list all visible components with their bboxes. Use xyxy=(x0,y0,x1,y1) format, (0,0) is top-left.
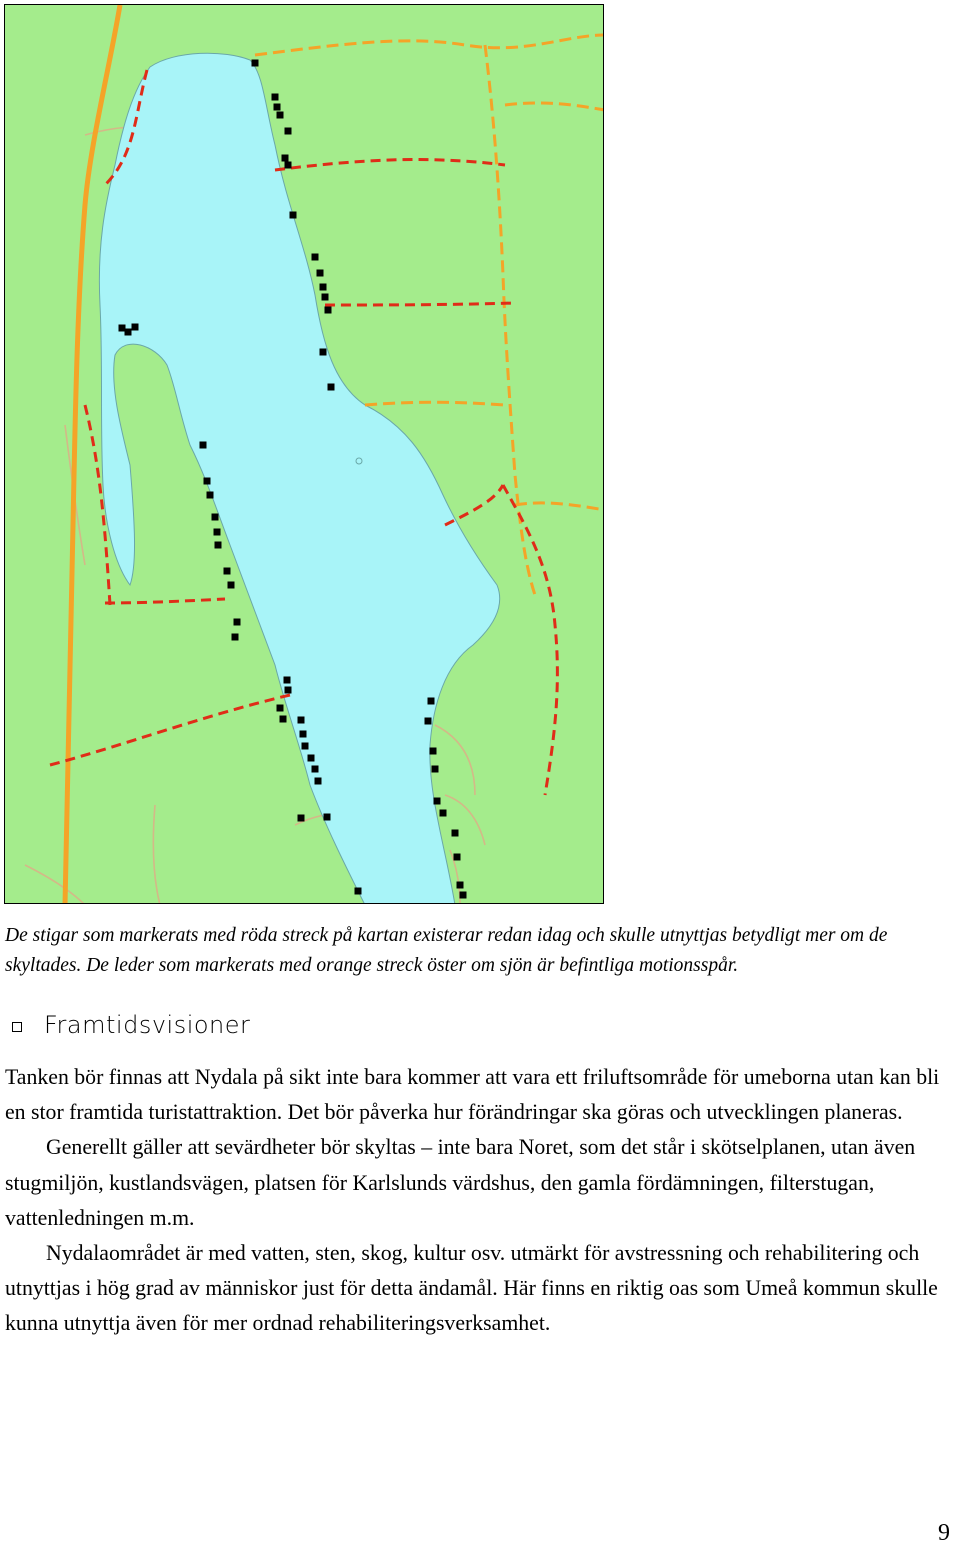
sign-marker xyxy=(132,324,139,331)
sign-marker xyxy=(320,284,327,291)
sign-marker xyxy=(200,442,207,449)
sign-marker xyxy=(234,619,241,626)
sign-marker xyxy=(274,104,281,111)
sign-marker xyxy=(430,748,437,755)
sign-marker xyxy=(457,882,464,889)
sign-marker xyxy=(322,294,329,301)
sign-marker xyxy=(290,212,297,219)
paragraph: Tanken bör finnas att Nydala på sikt inte bara kommer att vara ett friluftsområde för umeborna utan kan bli en stor framtida turistattraktion. Det bör påverka hur förändringar ska göras och utvecklingen planeras. xyxy=(5,1065,940,1125)
paragraph: Generellt gäller att sevärdheter bör skyltas – inte bara Noret, som det står i skötselplanen, utan även stugmiljön, kustlandsvägen, platsen för Karlslunds värdshus, den gamla fördämningen, filterstugan, vattenledningen m.m. xyxy=(5,1135,916,1230)
sign-marker xyxy=(285,687,292,694)
sign-marker xyxy=(284,677,291,684)
sign-marker xyxy=(440,810,447,817)
sign-marker xyxy=(425,718,432,725)
sign-marker xyxy=(272,94,279,101)
sign-marker xyxy=(277,112,284,119)
sign-marker xyxy=(454,854,461,861)
sign-marker xyxy=(277,705,284,712)
page-number: 9 xyxy=(938,1520,950,1546)
sign-marker xyxy=(125,329,132,336)
sign-marker xyxy=(312,766,319,773)
sign-marker xyxy=(252,60,259,67)
sign-marker xyxy=(212,514,219,521)
sign-marker xyxy=(317,270,324,277)
sign-marker xyxy=(428,698,435,705)
lake-trail-map xyxy=(4,4,604,904)
sign-marker xyxy=(228,582,235,589)
sign-marker xyxy=(452,830,459,837)
sign-marker xyxy=(280,716,287,723)
sign-marker xyxy=(308,755,315,762)
sign-marker xyxy=(320,349,327,356)
map-graphic xyxy=(5,5,604,904)
sign-marker xyxy=(215,542,222,549)
sign-marker xyxy=(434,798,441,805)
section-heading xyxy=(10,1003,250,1047)
sign-marker xyxy=(298,717,305,724)
sign-marker xyxy=(298,815,305,822)
sign-marker xyxy=(285,162,292,169)
square-bullet-icon xyxy=(12,1022,22,1032)
sign-marker xyxy=(232,634,239,641)
sign-marker xyxy=(302,743,309,750)
sign-marker xyxy=(204,478,211,485)
sign-marker xyxy=(460,892,467,899)
map-caption: De stigar som markerats med röda streck på kartan existerar redan idag och skulle utnyttjas betydligt mer om de skyltades. De leder som markerats med orange streck öster om sjön är befintliga motionsspår. xyxy=(5,925,888,976)
sign-marker xyxy=(315,778,322,785)
sign-marker xyxy=(324,814,331,821)
sign-marker xyxy=(328,384,335,391)
sign-marker xyxy=(224,568,231,575)
sign-marker xyxy=(325,307,332,314)
sign-marker xyxy=(300,731,307,738)
sign-marker xyxy=(282,155,289,162)
body-text xyxy=(5,1060,957,1342)
sign-marker xyxy=(214,529,221,536)
sign-marker xyxy=(432,766,439,773)
sign-marker xyxy=(312,254,319,261)
sign-marker xyxy=(285,128,292,135)
sign-marker xyxy=(355,888,362,895)
section-title: Framtidsvisioner xyxy=(44,1011,251,1039)
sign-marker xyxy=(207,492,214,499)
sign-marker xyxy=(119,325,126,332)
paragraph: Nydalaområdet är med vatten, sten, skog, kultur osv. utmärkt för avstressning och rehabilitering och utnyttjas i hög grad av människor just för detta ändamål. Här finns en riktig oas som Umeå kommun skulle kunna utnyttja även för mer ordnad rehabiliteringsverksamhet. xyxy=(5,1241,938,1336)
